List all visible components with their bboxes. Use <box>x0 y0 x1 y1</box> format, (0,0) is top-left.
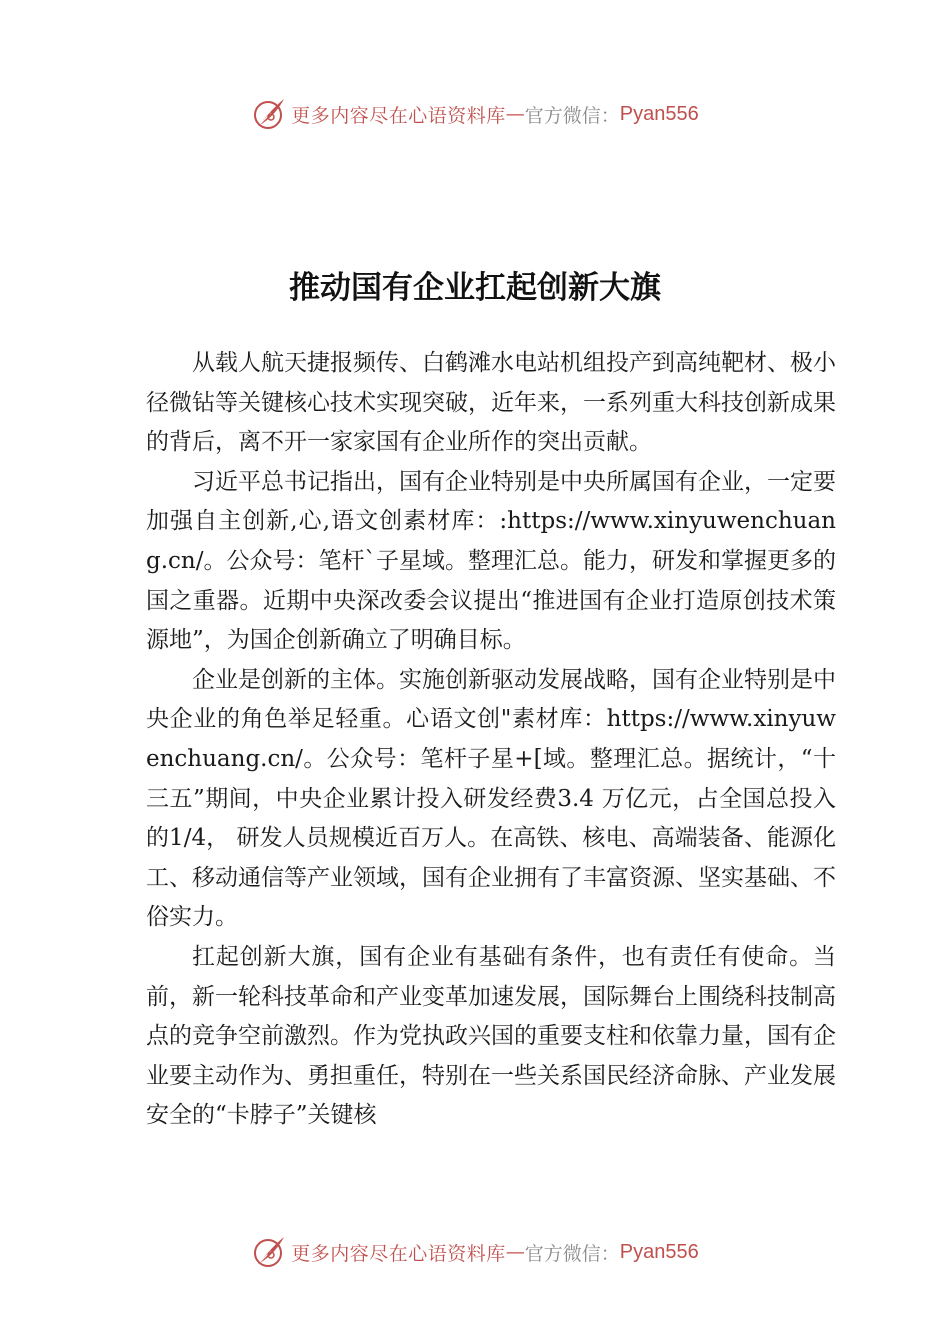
article-body <box>146 344 836 1136</box>
quill-logo-icon <box>251 1234 287 1270</box>
footer-banner-content <box>251 1234 699 1270</box>
paragraph-4: 扛起创新大旗，国有企业有基础有条件，也有责任有使命。当前，新一轮科技革命和产业变革加速发展，国际舞台上围绕科技制高点的竞争空前激烈。作为党执政兴国的重要支柱和依靠力量，国有企业要主动作为、勇担重任，特别在一些关系国民经济命脉、产业发展安全的“卡脖子”关键核 <box>146 943 836 1129</box>
footer-wechat-label: 官方微信： <box>524 1242 620 1265</box>
footer-banner-text: 更多内容尽在心语资料库 <box>291 1242 506 1265</box>
paragraph-1: 从载人航天捷报频传、白鹤滩水电站机组投产到高纯靶材、极小径微钻等关键核心技术实现突破，近年来，一系列重大科技创新成果的背后，离不开一家家国有企业所作的突出贡献。 <box>146 350 836 456</box>
header-banner-content <box>251 96 699 132</box>
header-wechat-id: Pyan556 <box>619 102 699 125</box>
header-wechat-label: 官方微信： <box>524 104 620 127</box>
footer-banner-dash: — <box>505 1241 525 1263</box>
paragraph-2: 习近平总书记指出，国有企业特别是中央所属国有企业，一定要加强自主创新,心,语文创素材库：:https://www.xinyuwenchuang.cn/。公众号：笔杆`子星域。整理汇总。能力，研发和掌握更多的国之重器。近期中央深改委会议提出“推进国有企业打造原创技术策源地”，为国企创新确立了明确目标。 <box>146 468 836 654</box>
footer-banner <box>0 1232 950 1272</box>
header-banner-text: 更多内容尽在心语资料库 <box>291 104 506 127</box>
header-banner <box>0 94 950 134</box>
page-title: 推动国有企业扛起创新大旗 <box>289 270 661 306</box>
quill-logo-icon <box>251 96 287 132</box>
paragraph-3: 企业是创新的主体。实施创新驱动发展战略，国有企业特别是中央企业的角色举足轻重。心语文创"素材库：https://www.xinyuwenchuang.cn/。公众号：笔杆子星+[域。整理汇总。据统计，“十三五”期间，中央企业累计投入研发经费3.4 万亿元，占全国总投入的1/4， 研发人员规模近百万人。在高铁、核电、高端装备、能源化工、移动通信等产业领域，国有企业拥有了丰富资源、坚实基础、不俗实力。 <box>146 666 836 931</box>
header-banner-dash: — <box>505 103 525 125</box>
footer-wechat-id: Pyan556 <box>619 1240 699 1263</box>
